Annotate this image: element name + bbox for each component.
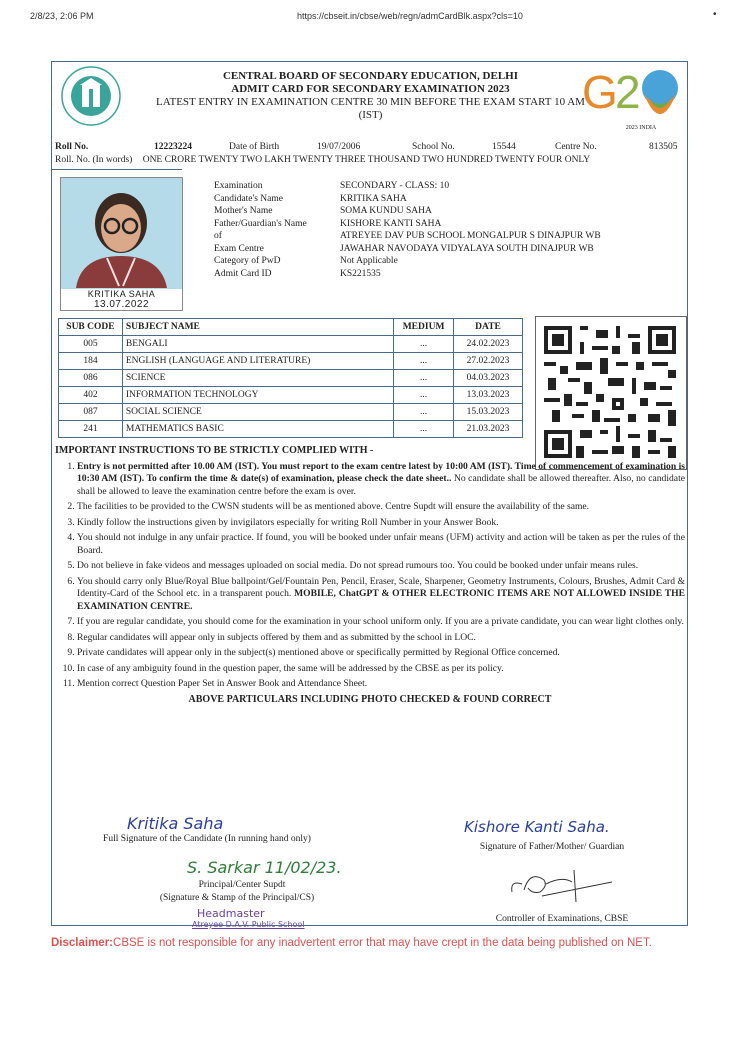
subject-name: SOCIAL SCIENCE — [122, 404, 393, 421]
col-sub-code: SUB CODE — [59, 319, 123, 336]
instruction-item: 3. Kindly follow the instructions given by invigilators especially for writing Roll Number in your Answer Book. — [77, 517, 685, 530]
entry-notice-ist: (IST) — [358, 109, 383, 121]
controller-label: Controller of Examinations, CBSE — [495, 914, 629, 924]
instructions-title: IMPORTANT INSTRUCTIONS TO BE STRICTLY COMPLIED WITH - — [55, 445, 374, 456]
detail-row-examination — [214, 180, 601, 193]
detail-row-candidate-name — [214, 193, 601, 206]
roll-words-row — [55, 154, 590, 166]
instruction-item: 2. The facilities to be provided to the CWSN students will be as mentioned above. Centre Supdt will ensure the availability of the same. — [77, 501, 685, 514]
table-row — [59, 370, 523, 387]
subjects-table — [58, 318, 523, 438]
detail-row-exam-centre — [214, 243, 601, 256]
instruction-item: 11. Mention correct Question Paper Set in Answer Book and Attendance Sheet. — [77, 678, 685, 691]
school-label: School No. — [412, 142, 455, 152]
instruction-item: 9. Private candidates will appear only in the subject(s) mentioned above or specifically permitted by Regional Office concerned. — [77, 647, 685, 660]
medium: ... — [394, 336, 454, 353]
detail-value: Not Applicable — [340, 256, 398, 266]
guardian-signature: Kishore Kanti Saha. — [464, 818, 610, 836]
subject-name: ENGLISH (LANGUAGE AND LITERATURE) — [122, 353, 393, 370]
col-medium: MEDIUM — [394, 319, 454, 336]
photo-caption — [61, 289, 182, 310]
svg-text:G: G — [582, 66, 618, 118]
col-date: DATE — [454, 319, 523, 336]
table-row — [59, 336, 523, 353]
sub-code: 402 — [59, 387, 123, 404]
board-name: CENTRAL BOARD OF SECONDARY EDUCATION, DELHI — [222, 70, 519, 82]
instructions-list — [55, 461, 685, 691]
photo-caption-name: KRITIKA SAHA — [87, 289, 156, 299]
disclaimer-prefix: Disclaimer: — [51, 937, 114, 949]
instruction-item: 5. Do not believe in fake videos and messages uploaded on social media. Do not spread rumours too. You could be booked under unfair means rules. — [77, 560, 685, 573]
entry-notice: LATEST ENTRY IN EXAMINATION CENTRE 30 MIN BEFORE THE EXAM START 10 AM — [156, 96, 585, 108]
detail-row-school — [214, 230, 601, 243]
print-url: https://cbseit.in/cbse/web/regn/admCardBlk.aspx?cls=10 — [297, 11, 523, 21]
detail-label: of — [214, 231, 222, 241]
centre-value: 813505 — [649, 142, 678, 152]
dob-value: 19/07/2006 — [317, 142, 361, 152]
principal-stamp-label: (Signature & Stamp of the Principal/CS) — [159, 893, 315, 903]
sub-code: 241 — [59, 421, 123, 438]
instruction-item: 10. In case of any ambiguity found in the question paper, the same will be addressed by the CBSE as per its policy. — [77, 663, 685, 676]
disclaimer — [51, 937, 652, 949]
table-row — [59, 421, 523, 438]
table-row — [59, 353, 523, 370]
divider — [52, 169, 182, 170]
svg-text:2: 2 — [615, 66, 641, 118]
detail-label: Father/Guardian's Name — [214, 218, 307, 229]
instruction-text: No candidate shall be allowed thereafter. Also, no candidate shall be allowed to leave the examination centre before the exam is over. — [77, 473, 685, 497]
instruction-bold-text: MOBILE, ChatGPT & OTHER ELECTRONIC ITEMS ARE NOT ALLOWED INSIDE THE EXAMINATION CENTRE. — [77, 588, 685, 612]
detail-value: KISHORE KANTI SAHA — [340, 218, 442, 229]
headmaster-stamp: Headmaster — [197, 907, 265, 920]
medium: ... — [394, 404, 454, 421]
principal-signature: S. Sarkar 11/02/23. — [187, 858, 342, 877]
exam-date: 04.03.2023 — [454, 370, 523, 387]
print-timestamp: 2/8/23, 2:06 PM — [30, 11, 94, 21]
instruction-item — [77, 576, 685, 614]
detail-value: SECONDARY - CLASS: 10 — [340, 181, 450, 191]
scan-dot: • — [713, 9, 717, 20]
detail-row-pwd-category — [214, 255, 601, 268]
card-title: ADMIT CARD FOR SECONDARY EXAMINATION 2023 — [231, 83, 510, 95]
candidate-signature: Kritika Saha — [127, 814, 224, 833]
detail-value: SOMA KUNDU SAHA — [340, 206, 432, 216]
photo-caption-date: 13.07.2022 — [93, 299, 150, 310]
detail-value: KRITIKA SAHA — [340, 193, 407, 204]
disclaimer-text: CBSE is not responsible for any inadvertent error that may have crept in the data being published on NET. — [113, 937, 652, 949]
detail-label: Category of PwD — [214, 256, 281, 266]
detail-value: KS221535 — [340, 268, 381, 279]
table-header-row — [59, 319, 523, 336]
admit-card — [51, 61, 688, 929]
medium: ... — [394, 421, 454, 438]
guardian-signature-label: Signature of Father/Mother/ Guardian — [479, 842, 625, 852]
verification-statement: ABOVE PARTICULARS INCLUDING PHOTO CHECKED & FOUND CORRECT — [188, 693, 552, 705]
table-row — [59, 404, 523, 421]
detail-value: JAWAHAR NAVODAYA VIDYALAYA SOUTH DINAJPUR WB — [340, 243, 594, 254]
roll-value: 12223224 — [154, 142, 192, 152]
sub-code: 184 — [59, 353, 123, 370]
detail-label: Examination — [214, 181, 263, 191]
instruction-text: You should carry only Blue/Royal Blue ballpoint/Gel/Fountain Pen, Pencil, Eraser, Scale, Sharpener, Geometry Instruments, Colours, Brushes, Admit Card & Identity-Card of the School etc. in a transparent pouch. — [77, 575, 685, 599]
detail-row-admit-card-id — [214, 268, 601, 281]
sub-code: 005 — [59, 336, 123, 353]
sub-code: 087 — [59, 404, 123, 421]
subject-name: SCIENCE — [122, 370, 393, 387]
g20-subtitle: 2023 INDIA — [625, 125, 657, 131]
g20-logo — [582, 64, 682, 130]
instruction-item — [77, 461, 685, 499]
instructions-section — [55, 445, 685, 706]
detail-label: Exam Centre — [214, 243, 264, 254]
detail-row-father-name — [214, 218, 601, 231]
candidate-signature-label: Full Signature of the Candidate (In running hand only) — [103, 834, 311, 844]
school-stamp: Atreyee D.A.V. Public School — [192, 920, 305, 929]
principal-label: Principal/Center Supdt — [198, 880, 286, 890]
exam-date: 24.02.2023 — [454, 336, 523, 353]
roll-label: Roll No. — [55, 142, 89, 152]
candidate-photo — [60, 177, 183, 311]
g20-emblem-icon — [582, 64, 682, 120]
dob-label: Date of Birth — [229, 142, 280, 152]
school-value: 15544 — [492, 142, 516, 152]
centre-label: Centre No. — [555, 142, 597, 152]
roll-words-label: Roll. No. (In words) — [55, 155, 133, 165]
detail-value: ATREYEE DAV PUB SCHOOL MONGALPUR S DINAJPUR WB — [340, 231, 601, 241]
exam-date: 21.03.2023 — [454, 421, 523, 438]
col-subject-name: SUBJECT NAME — [122, 319, 393, 336]
exam-date: 13.03.2023 — [454, 387, 523, 404]
medium: ... — [394, 353, 454, 370]
medium: ... — [394, 370, 454, 387]
roll-words-value: ONE CRORE TWENTY TWO LAKH TWENTY THREE THOUSAND TWO HUNDRED TWENTY FOUR ONLY — [142, 155, 591, 165]
detail-label: Mother's Name — [214, 206, 273, 216]
medium: ... — [394, 387, 454, 404]
candidate-details — [214, 180, 601, 280]
detail-label: Candidate's Name — [214, 193, 283, 204]
detail-row-mother-name — [214, 205, 601, 218]
exam-date: 15.03.2023 — [454, 404, 523, 421]
instruction-item: 8. Regular candidates will appear only in subjects offered by them and as submitted by the school in LOC. — [77, 632, 685, 645]
exam-date: 27.02.2023 — [454, 353, 523, 370]
candidate-portrait-icon — [61, 178, 182, 288]
table-row — [59, 387, 523, 404]
subject-name: INFORMATION TECHNOLOGY — [122, 387, 393, 404]
subject-name: BENGALI — [122, 336, 393, 353]
instruction-bold-text: Entry is not permitted after 10.00 AM (IST). You must report to the exam centre latest by 10:00 AM (IST). Time of commencement of examination is 10:30 AM (IST). To confirm the time & date(s) of examination, please check the date sheet.. — [77, 460, 685, 484]
instruction-item: 7. If you are regular candidate, you should come for the examination in your school uniform only. If you are a private candidate, you can wear light clothes only. — [77, 616, 685, 629]
detail-label: Admit Card ID — [214, 268, 272, 279]
controller-signature-icon — [502, 862, 622, 904]
subject-name: MATHEMATICS BASIC — [122, 421, 393, 438]
sub-code: 086 — [59, 370, 123, 387]
instruction-item: 4. You should not indulge in any unfair practice. If found, you will be booked under unfair means (UFM) activity and action will be taken as per the rules of the Board. — [77, 532, 685, 557]
